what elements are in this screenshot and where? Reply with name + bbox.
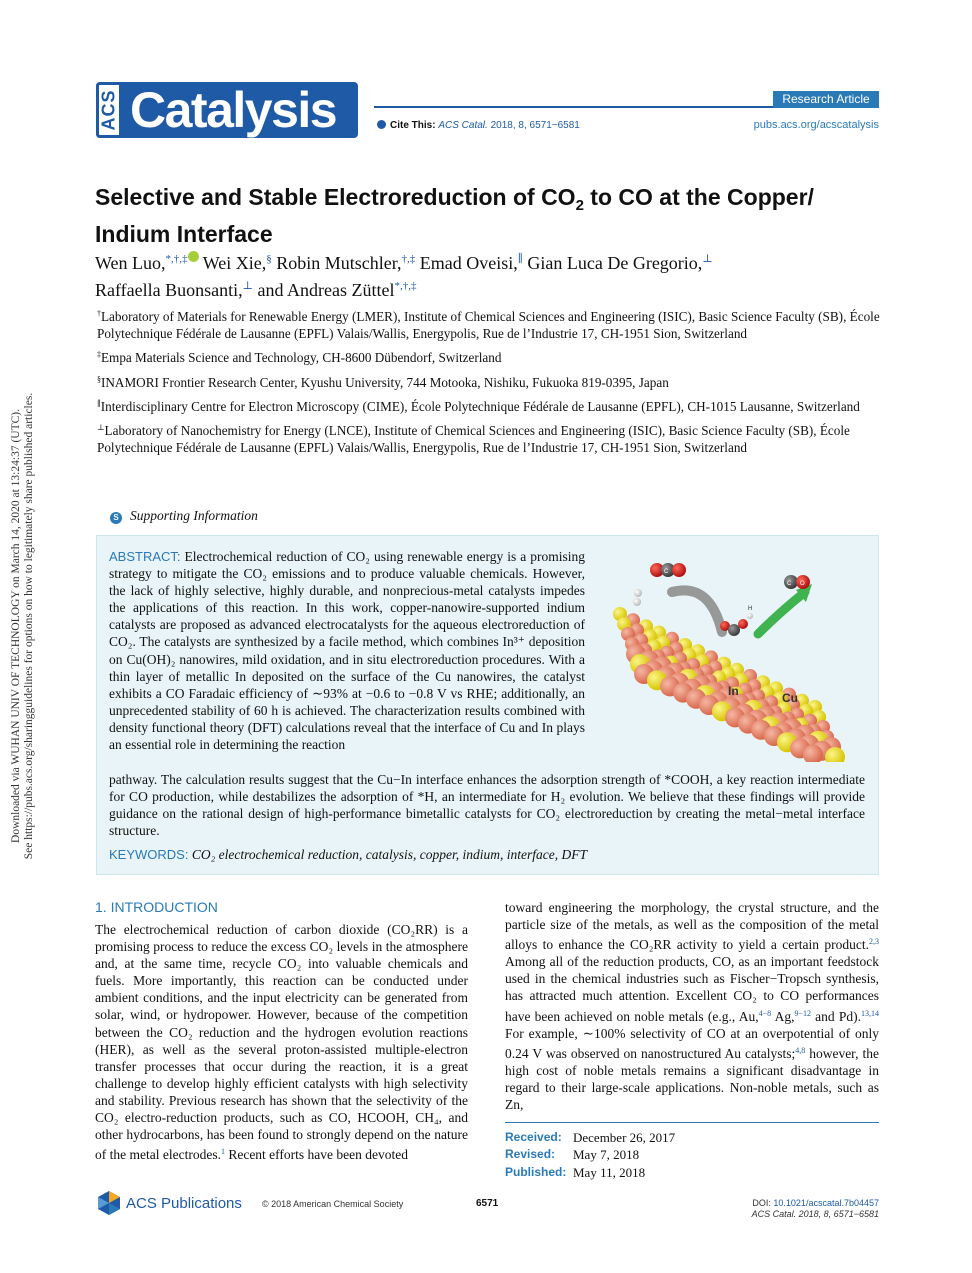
- affiliation-text: Laboratory of Nanochemistry for Energy (LNCE), Institute of Chemical Sciences and Engineering (ISIC), Basic Science Faculty (SB), École Polytechnique Fédérale de Lausanne (EPFL) Valais/Wallis, Energypolis, Rue de l’Industrie 17, CH-1951 Sion, Switzerland: [97, 423, 850, 456]
- date-row: [505, 1129, 879, 1146]
- toc-h-atom: [633, 598, 641, 606]
- logo-acs-text: ACS: [98, 89, 119, 131]
- supporting-info-label: Supporting Information: [130, 508, 258, 523]
- citation-ref[interactable]: 4−8: [758, 1008, 772, 1018]
- orcid-icon[interactable]: [188, 251, 199, 262]
- keywords-value: CO₂ electrochemical reduction, catalysis, copper, indium, interface, DFT: [191, 847, 587, 862]
- article-type-badge: Research Article: [773, 91, 879, 108]
- toc-in-label: In: [728, 684, 739, 698]
- intro-right-text: Ag,: [771, 1008, 795, 1024]
- cite-ref: 2018, 8, 6571−6581: [490, 120, 580, 131]
- affiliations: [96, 305, 880, 460]
- intro-right-text: however, the high cost of noble metals remains a significant disadvantage in regard to their large-scale applications. Non-noble metals, such as Zn,: [505, 1045, 879, 1113]
- author-marks: §: [266, 253, 272, 265]
- affiliation-mark: §: [97, 374, 101, 384]
- toc-graphic: [600, 552, 870, 762]
- affiliation-text: Laboratory of Materials for Renewable Energy (LMER), Institute of Chemical Sciences and Engineering (ISIC), Basic Science Faculty (SB), École Polytechnique Fédérale de Lausanne (EPFL) Valais/Wallis, Energypolis, Rue de l’Industrie 17, CH-1951 Sion, Switzerland: [97, 309, 880, 342]
- download-stamp: [10, 366, 36, 886]
- section-heading-introduction: 1. INTRODUCTION: [95, 899, 218, 915]
- author-marks: ∥: [517, 253, 523, 265]
- date-label: Received:: [505, 1130, 562, 1144]
- adsorption-arrow: [672, 590, 722, 632]
- page-number: 6571: [476, 1198, 499, 1209]
- citation-ref[interactable]: 2,3: [869, 937, 879, 947]
- toc-h-label: H: [748, 606, 753, 612]
- intro-left-column: [95, 921, 468, 1163]
- author-list: [95, 248, 885, 302]
- toc-c-label: C: [664, 569, 669, 575]
- abstract-continuation: pathway. The calculation results suggest that the Cu−In interface enhances the adsorption strength of *COOH, a key reaction intermediate for CO production, while destabilizes the adsorption of *H, an intermediate for H₂ evolution. We believe that these findings will provide guidance on the rational design of high-performance bimetallic catalysts for CO₂ electroreduction by creating the metal−metal interface structure.: [109, 772, 865, 839]
- toc-h-atom: [747, 613, 753, 619]
- author-name[interactable]: Robin Mutschler,: [276, 253, 402, 273]
- affiliation: [96, 395, 880, 415]
- journal-logo: [96, 82, 358, 138]
- cite-journal: ACS Catal.: [438, 120, 488, 131]
- author-name[interactable]: Gian Luca De Gregorio,: [527, 253, 703, 273]
- intro-right-text: toward engineering the morphology, the crystal structure, and the particle size of the metals, as well as the composition of the metal alloys to enhance the CO₂RR activity to yield a certain product.: [505, 900, 879, 953]
- copyright: © 2018 American Chemical Society: [262, 1199, 404, 1209]
- citation-ref[interactable]: 4,8: [795, 1045, 806, 1055]
- affiliation-mark: ∥: [97, 398, 101, 408]
- affiliation-text: Empa Materials Science and Technology, CH-8600 Dübendorf, Switzerland: [101, 350, 502, 366]
- keywords-label: KEYWORDS:: [109, 847, 189, 862]
- title-part-a: Selective and Stable Electroreduction of CO: [95, 184, 576, 210]
- affiliation-mark: †: [97, 309, 101, 318]
- affiliation-mark: ⊥: [97, 423, 105, 433]
- download-stamp-line1: Downloaded via WUHAN UNIV OF TECHNOLOGY on March 14, 2020 at 13:24:37 (UTC).: [10, 409, 22, 843]
- author-name[interactable]: Wen Luo,: [95, 253, 166, 273]
- author-marks: *,†,‡: [165, 253, 188, 265]
- intro-right-text: and Pd).: [810, 1008, 861, 1024]
- intro-right-column: [505, 899, 879, 1113]
- citation-ref[interactable]: 1: [220, 1147, 225, 1157]
- logo-journal-name: Catalysis: [130, 82, 337, 138]
- author-marks: †,‡: [401, 253, 416, 265]
- logo-acs-block: [96, 82, 122, 138]
- footer-citation: ACS Catal. 2018, 8, 6571−6581: [751, 1209, 879, 1219]
- affiliation-text: INAMORI Frontier Research Center, Kyushu University, 744 Motooka, Nishiku, Fukuoka 819-0395, Japan: [101, 374, 669, 390]
- author-name[interactable]: and Andreas Züttel: [257, 280, 395, 300]
- intro-left-text: The electrochemical reduction of carbon dioxide (CO₂RR) is a promising process to reduce the excess CO₂ levels in the atmosphere and, at the same time, recycle CO₂ into valuable chemicals and fuels. More importantly, this reaction can be conducted under ambient conditions, and the input electricity can be generated from solar, wind, or hydropower. However, because of the competition between the CO₂ reduction and the hydrogen evolution reactions (HER), as well as the several proton-assisted multiple-electron transfer processes that occur during the reaction, it is a great challenge to develop highly efficient catalysts with high selectivity and stability. Previous research has shown that the selectivity of the CO₂ electro-reduction products, such as CO, HCOOH, CH₄, and other hydrocarbons, has been found to strongly depend on the nature of the metal electrodes.: [95, 922, 468, 1163]
- citation-ref[interactable]: 13,14: [861, 1008, 879, 1018]
- journal-url-link[interactable]: pubs.acs.org/acscatalysis: [753, 119, 879, 131]
- intro-right-text: For example, ∼100% selectivity of CO at an overpotential of only 0.24 V was observed on nanostructured Au catalysts;: [505, 1025, 879, 1061]
- doi-block: [752, 1198, 879, 1220]
- intro-right-text: Among all of the reduction products, CO, as an important feedstock used in the chemical industries such as Fischer−Tropsch synthesis, has attracted much attention. Excellent CO₂ to CO performances have been achieved on noble metals (e.g., Au,: [505, 954, 879, 1024]
- toc-cu-label: Cu: [782, 691, 798, 705]
- intro-left-tail: Recent efforts have been devoted: [224, 1147, 409, 1163]
- date-label: Published:: [505, 1164, 567, 1179]
- affiliation: [96, 346, 880, 366]
- doi-label: DOI:: [752, 1198, 774, 1208]
- author-marks: ⊥: [702, 253, 713, 265]
- toc-o-atom: [738, 619, 748, 629]
- date-row: [505, 1164, 879, 1181]
- date-value: May 7, 2018: [573, 1147, 640, 1163]
- toc-c-atom: [728, 624, 740, 636]
- toc-c-label: C: [787, 581, 792, 587]
- author-name[interactable]: Raffaella Buonsanti,: [95, 280, 243, 300]
- abstract-text: Electrochemical reduction of CO₂ using renewable energy is a promising strategy to mitigate the CO₂ emissions and to produce valuable chemicals. However, the lack of highly selective, highly durable, and nonprecious-metal catalysts impedes the applications of this reaction. In this work, copper-nanowire-supported indium catalysts are proposed as advanced electrocatalysts for the aqueous electroreduction of CO₂. The catalysts are synthesized by a facile method, which combines In³⁺ deposition on Cu(OH)₂ nanowires, mild oxidation, and in situ electroreduction procedures. With a thin layer of metallic In deposited on the surface of the Cu nanowires, the catalyst exhibits a CO Faradaic efficiency of ∼93% at −0.6 to −0.8 V vs RHE; additionally, an unprecedented stability of 60 h is achieved. The characterization results combined with density functional theory (DFT) calculations reveal that the interface of Cu and In plays an essential role in determining the reaction: [109, 549, 585, 753]
- title-part-b: to CO at the Copper/ Indium Interface: [95, 184, 814, 247]
- doi-link[interactable]: 10.1021/acscatal.7b04457: [773, 1198, 879, 1208]
- author-name[interactable]: Emad Oveisi,: [419, 253, 518, 273]
- cite-this[interactable]: [377, 120, 580, 131]
- toc-o-label: O: [800, 581, 805, 587]
- abstract-label: ABSTRACT:: [109, 549, 181, 564]
- date-row: [505, 1146, 879, 1163]
- author-marks: ⊥: [242, 280, 253, 292]
- affiliation: [96, 305, 880, 342]
- affiliation-text: Interdisciplinary Centre for Electron Microscopy (CIME), École Polytechnique Fédérale de Lausanne (EPFL), CH-1015 Lausanne, Switzerland: [100, 398, 860, 414]
- title-subscript: 2: [575, 197, 584, 214]
- publisher-name: ACS Publications: [126, 1195, 242, 1212]
- article-title: [95, 183, 885, 249]
- affiliation: [96, 419, 880, 456]
- abstract-paragraph: [109, 548, 585, 753]
- download-stamp-line2[interactable]: See https://pubs.acs.org/sharingguidelines for options on how to legitimately share published articles.: [23, 392, 35, 860]
- toc-h-atom: [634, 589, 642, 597]
- keywords: [109, 846, 865, 863]
- supporting-info-icon: S: [110, 512, 122, 524]
- publication-dates: [505, 1122, 879, 1181]
- acs-publications-icon: [96, 1190, 122, 1216]
- date-label: Revised:: [505, 1147, 556, 1162]
- affiliation-mark: ‡: [97, 350, 101, 360]
- supporting-info-link[interactable]: [110, 508, 258, 524]
- cite-icon: [377, 120, 386, 129]
- affiliation: [96, 371, 880, 391]
- author-name[interactable]: Wei Xie,: [202, 253, 267, 273]
- cite-label: Cite This:: [390, 120, 436, 131]
- desorption-arrow: [758, 592, 805, 634]
- toc-o-atom: [672, 563, 686, 577]
- citation-ref[interactable]: 9−12: [794, 1008, 811, 1018]
- date-value: December 26, 2017: [573, 1130, 676, 1145]
- date-value: May 11, 2018: [573, 1164, 646, 1180]
- author-marks: *,†,‡: [394, 280, 417, 292]
